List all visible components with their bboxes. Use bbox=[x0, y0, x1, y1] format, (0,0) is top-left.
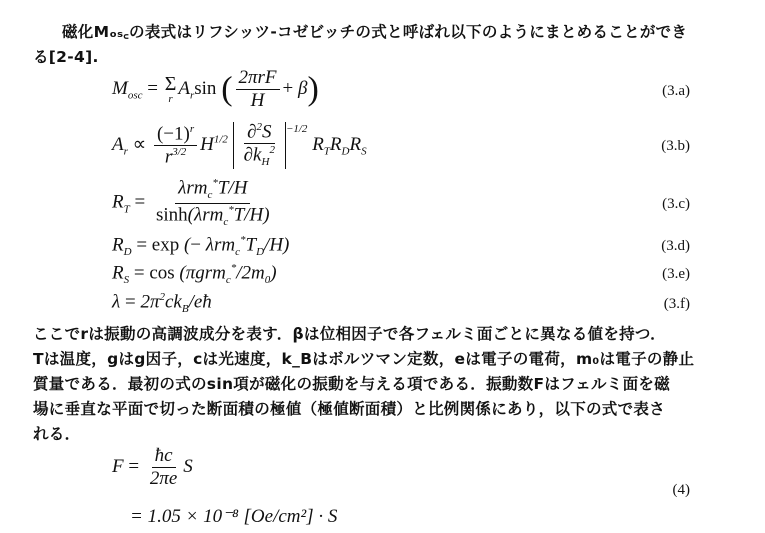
equation-3f: $\lambda = 2\pi^2ck_B/eħ$ bbox=[112, 291, 212, 316]
eq-number-4: (4) bbox=[672, 482, 690, 498]
paragraph-line-4: 場に垂直な平面で切った断面積の極値（極値断面積）と比例関係にあり，以下の式で表さ bbox=[33, 400, 666, 418]
eq-number-3d: (3.d) bbox=[661, 238, 690, 254]
paragraph-line-3: 質量である．最初の式のsin項が磁化の振動を与える項である．振動数Fはフェルミ面を磁 bbox=[33, 375, 670, 393]
eq-number-3a: (3.a) bbox=[662, 83, 690, 99]
paragraph-line-5: れる． bbox=[33, 425, 81, 443]
equation-4b: = 1.05 × 10⁻⁸ [Oe/cm²] · S bbox=[130, 506, 338, 527]
eq-number-3b: (3.b) bbox=[661, 138, 690, 154]
paragraph-line-2: Tは温度，gはg因子，cは光速度，k_Bはボルツマン定数，eは電子の電荷，m₀は電子の静止 bbox=[33, 350, 695, 368]
equation-3e: $R_S = \cos (\pi grm_c^*/2m_0)$ bbox=[112, 262, 277, 287]
intro-line-2: る[2‐4]. bbox=[33, 48, 99, 66]
equation-3b: $A_r$ ∝ $\frac{(-1)^r}{r^{3/2}}$ $H^{1/2}$ $\frac{\partial^2S}{\partial k_H^2}$ $^{-1/2}$ $R_TR_DR_S$ bbox=[112, 121, 367, 169]
eq-number-3e: (3.e) bbox=[662, 266, 690, 282]
eq-number-3c: (3.c) bbox=[662, 196, 690, 212]
equation-3c: $R_T$ = $\frac{\lambda rm_c^*T/H}{\sinh(\lambda rm_c^*T/H)}$ bbox=[112, 177, 270, 228]
paragraph-line-1: ここでrは振動の高調波成分を表す．βは位相因子で各フェルミ面ごとに異なる値を持つ． bbox=[33, 325, 666, 343]
equation-3a: $M_{osc}$ = Σ r $A_r\sin$ ( $\frac{\text{2πrF}}{H}$ + β) bbox=[112, 67, 319, 111]
equation-3d: $R_D = \exp$ (− $\lambda rm_c^*T_D/H$) bbox=[112, 234, 290, 259]
equation-4a: F = $\frac{ħc}{2\pi e}$ S bbox=[112, 445, 193, 489]
intro-line-1: 磁化Mₒₛ꜀の表式はリフシッツ‐コゼビッチの式と呼ばれ以下のようにまとめることができ bbox=[62, 23, 688, 41]
eq-number-3f: (3.f) bbox=[663, 296, 690, 312]
